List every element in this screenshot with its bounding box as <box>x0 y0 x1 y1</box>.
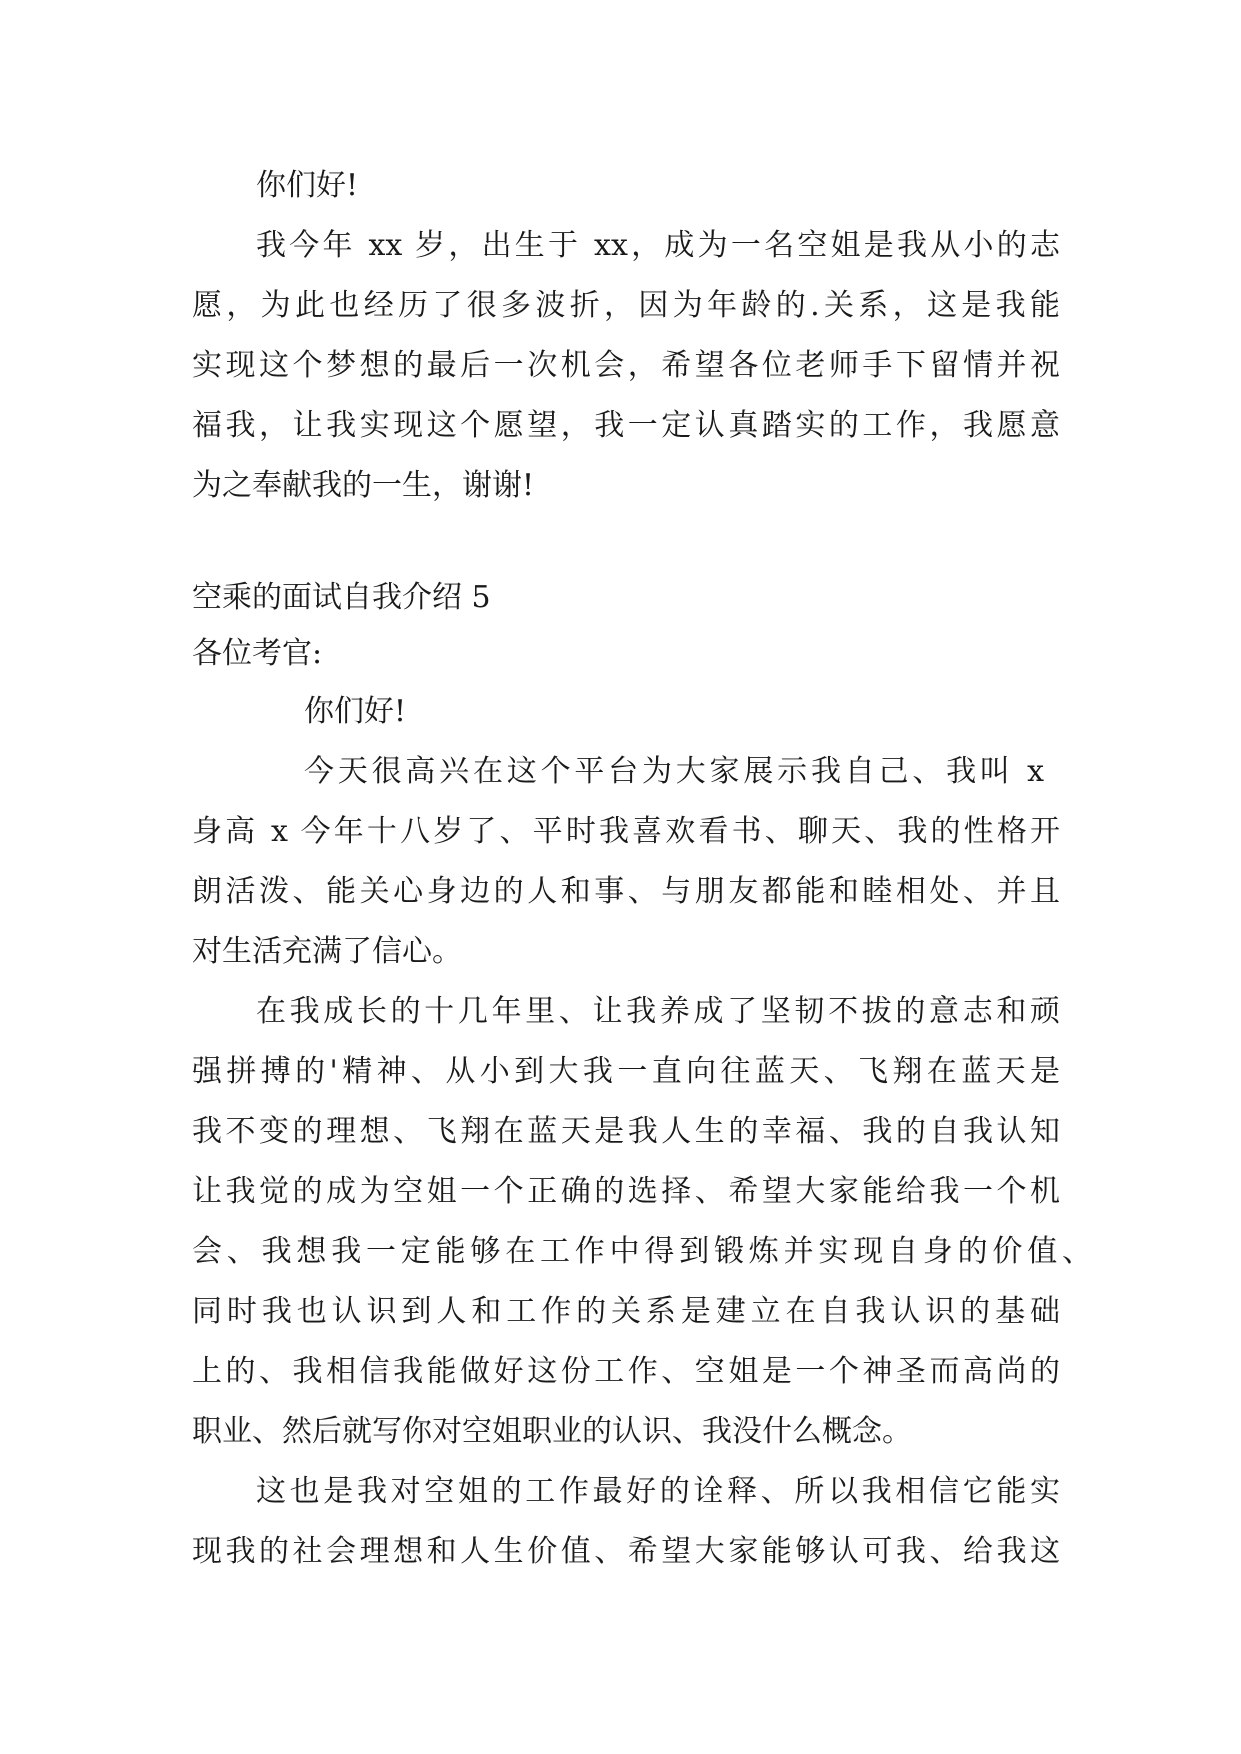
paragraph-line: 今天很高兴在这个平台为大家展示我自己、我叫 x <box>304 754 1044 789</box>
greeting-line: 你们好! <box>256 168 359 203</box>
paragraph-line: 朗活泼、能关心身边的人和事、与朋友都能和睦相处、并且 <box>192 874 1060 909</box>
greeting-line: 你们好! <box>304 694 407 729</box>
paragraph-line: 现我的社会理想和人生价值、希望大家能够认可我、给我这 <box>192 1534 1060 1569</box>
paragraph-line: 上的、我相信我能做好这份工作、空姐是一个神圣而高尚的 <box>192 1354 1060 1389</box>
section-title: 空乘的面试自我介绍 5 <box>192 580 491 615</box>
paragraph-line: 我不变的理想、飞翔在蓝天是我人生的幸福、我的自我认知 <box>192 1114 1060 1149</box>
paragraph-line: 在我成长的十几年里、让我养成了坚韧不拔的意志和顽 <box>256 994 1060 1029</box>
paragraph-line: 会、我想我一定能够在工作中得到锻炼并实现自身的价值、 <box>192 1234 1092 1269</box>
paragraph-line: 强拼搏的'精神、从小到大我一直向往蓝天、飞翔在蓝天是 <box>192 1054 1060 1089</box>
paragraph-line: 对生活充满了信心。 <box>192 934 462 969</box>
paragraph-line: 这也是我对空姐的工作最好的诠释、所以我相信它能实 <box>256 1474 1060 1509</box>
paragraph-line: 愿，为此也经历了很多波折，因为年龄的.关系，这是我能 <box>192 288 1060 323</box>
paragraph-line: 我今年 xx 岁，出生于 xx，成为一名空姐是我从小的志 <box>256 228 1060 263</box>
paragraph-line: 福我，让我实现这个愿望，我一定认真踏实的工作，我愿意 <box>192 408 1060 443</box>
paragraph-line: 为之奉献我的一生，谢谢! <box>192 468 535 503</box>
paragraph-line: 同时我也认识到人和工作的关系是建立在自我认识的基础 <box>192 1294 1060 1329</box>
paragraph-line: 让我觉的成为空姐一个正确的选择、希望大家能给我一个机 <box>192 1174 1060 1209</box>
paragraph-line: 实现这个梦想的最后一次机会，希望各位老师手下留情并祝 <box>192 348 1060 383</box>
paragraph-line: 职业、然后就写你对空姐职业的认识、我没什么概念。 <box>192 1414 912 1449</box>
paragraph-line: 身高 x 今年十八岁了、平时我喜欢看书、聊天、我的性格开 <box>192 814 1060 849</box>
salutation-line: 各位考官: <box>192 636 323 671</box>
